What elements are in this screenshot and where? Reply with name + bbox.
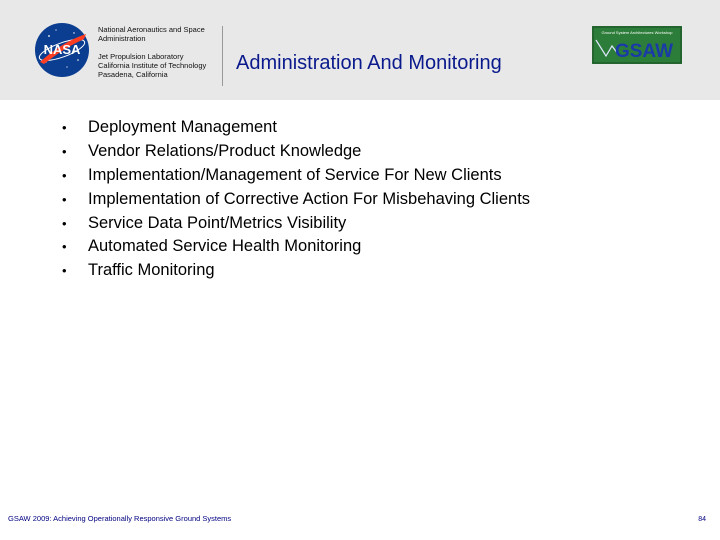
- nasa-logo: [34, 22, 90, 78]
- bullet-dot: •: [62, 215, 67, 231]
- bullet-dot: •: [62, 120, 67, 136]
- bullet-text: Vendor Relations/Product Knowledge: [88, 142, 362, 161]
- bullet-item: [62, 235, 530, 259]
- bullet-dot: •: [62, 144, 67, 160]
- footer-text: GSAW 2009: Achieving Operationally Responsive Ground Systems: [8, 514, 232, 523]
- bullet-dot: •: [62, 263, 67, 279]
- bullet-item: [62, 211, 530, 235]
- org-jpl-block: [98, 52, 223, 79]
- bullet-text: Service Data Point/Metrics Visibility: [88, 213, 347, 232]
- bullet-text: Automated Service Health Monitoring: [88, 237, 362, 256]
- bullet-list: [62, 116, 530, 283]
- bullet-dot: •: [62, 167, 67, 183]
- bullet-item: [62, 187, 530, 211]
- org-nasa-label: National Aeronautics and Space Administration: [98, 25, 205, 43]
- gsaw-logo: [592, 26, 682, 64]
- org-jpl-line1: Jet Propulsion Laboratory: [98, 52, 184, 61]
- header-divider: [222, 26, 223, 86]
- page-number: 84: [698, 516, 706, 523]
- bullet-item: [62, 140, 530, 164]
- bullet-item: [62, 164, 530, 188]
- org-jpl-line3: Pasadena, California: [98, 70, 168, 79]
- bullet-dot: •: [62, 239, 67, 255]
- bullet-text: Deployment Management: [88, 118, 277, 137]
- bullet-dot: •: [62, 191, 67, 207]
- nasa-logo-text: NASA: [43, 42, 81, 57]
- gsaw-logo-text: GSAW: [614, 41, 674, 62]
- bullet-text: Traffic Monitoring: [88, 261, 215, 280]
- org-jpl-line2: California Institute of Technology: [98, 61, 207, 70]
- slide-title: Administration And Monitoring: [236, 52, 502, 74]
- gsaw-logo-subtitle: Ground System Architectures Workshop: [601, 30, 673, 35]
- bullet-item: [62, 259, 530, 283]
- bullet-text: Implementation of Corrective Action For Misbehaving Clients: [88, 189, 531, 208]
- bullet-text: Implementation/Management of Service For New Clients: [88, 165, 502, 184]
- bullet-item: [62, 116, 530, 140]
